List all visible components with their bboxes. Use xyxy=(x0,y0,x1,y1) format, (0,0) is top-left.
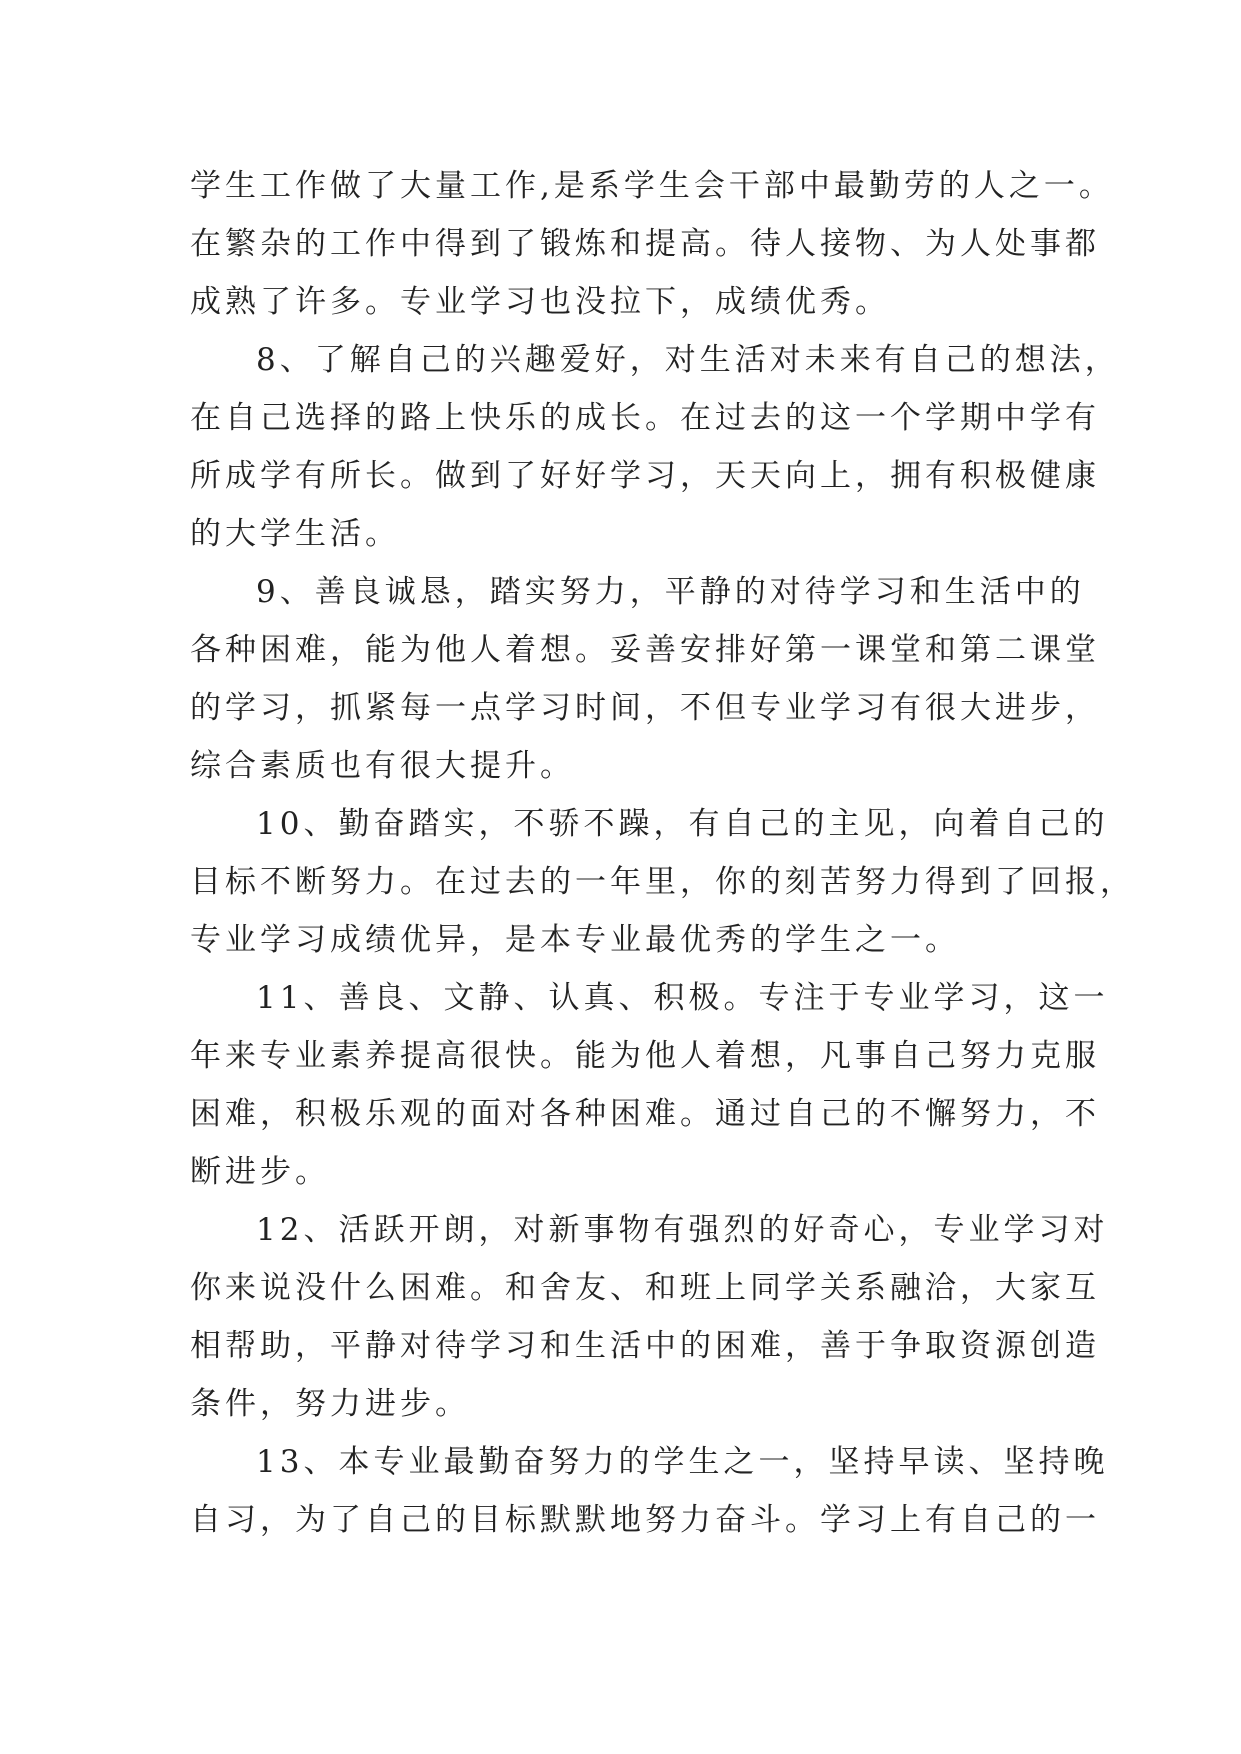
text-line: 11、善良、文静、认真、积极。专注于专业学习，这一 xyxy=(256,980,1109,1016)
text-line: 专业学习成绩优异，是本专业最优秀的学生之一。 xyxy=(190,922,960,958)
text-line: 8、了解自己的兴趣爱好，对生活对未来有自己的想法， xyxy=(256,342,1120,378)
text-line: 自习，为了自己的目标默默地努力奋斗。学习上有自己的一 xyxy=(190,1502,1100,1538)
text-line: 年来专业素养提高很快。能为他人着想，凡事自己努力克服 xyxy=(190,1038,1100,1074)
text-line: 的学习，抓紧每一点学习时间，不但专业学习有很大进步， xyxy=(190,690,1100,726)
text-line: 相帮助，平静对待学习和生活中的困难，善于争取资源创造 xyxy=(190,1328,1100,1364)
text-line: 所成学有所长。做到了好好学习，天天向上，拥有积极健康 xyxy=(190,458,1100,494)
text-line: 在自己选择的路上快乐的成长。在过去的这一个学期中学有 xyxy=(190,400,1100,436)
paragraph xyxy=(190,1201,1109,1433)
text-line: 9、善良诚恳，踏实努力，平静的对待学习和生活中的 xyxy=(256,574,1085,610)
document-body xyxy=(190,157,1135,1549)
paragraph xyxy=(190,157,1114,331)
text-line: 在繁杂的工作中得到了锻炼和提高。待人接物、为人处事都 xyxy=(190,226,1100,262)
text-line: 学生工作做了大量工作,是系学生会干部中最勤劳的人之一。 xyxy=(190,168,1114,204)
paragraph xyxy=(190,331,1120,563)
paragraph xyxy=(190,795,1135,969)
text-line: 断进步。 xyxy=(190,1154,330,1190)
text-line: 困难，积极乐观的面对各种困难。通过自己的不懈努力，不 xyxy=(190,1096,1100,1132)
text-line: 综合素质也有很大提升。 xyxy=(190,748,575,784)
text-line: 的大学生活。 xyxy=(190,516,400,552)
text-line: 13、本专业最勤奋努力的学生之一，坚持早读、坚持晚 xyxy=(256,1444,1109,1480)
text-line: 条件，努力进步。 xyxy=(190,1386,470,1422)
paragraph xyxy=(190,563,1100,795)
text-line: 目标不断努力。在过去的一年里，你的刻苦努力得到了回报， xyxy=(190,864,1135,900)
text-line: 你来说没什么困难。和舍友、和班上同学关系融洽，大家互 xyxy=(190,1270,1100,1306)
paragraph xyxy=(190,1433,1109,1549)
text-line: 12、活跃开朗，对新事物有强烈的好奇心，专业学习对 xyxy=(256,1212,1109,1248)
text-line: 10、勤奋踏实，不骄不躁，有自己的主见，向着自己的 xyxy=(256,806,1109,842)
text-line: 成熟了许多。专业学习也没拉下，成绩优秀。 xyxy=(190,284,890,320)
paragraph xyxy=(190,969,1109,1201)
text-line: 各种困难，能为他人着想。妥善安排好第一课堂和第二课堂 xyxy=(190,632,1100,668)
